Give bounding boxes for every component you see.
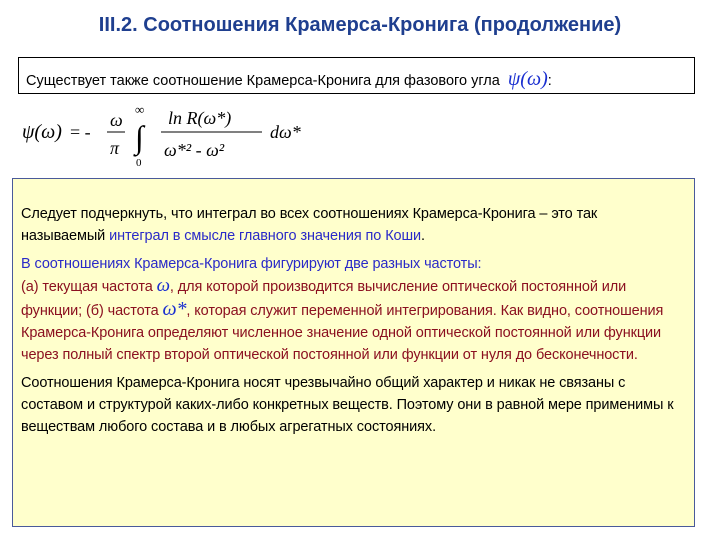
- slide-title: III.2. Соотношения Крамерса-Кронига (продолжение): [98, 14, 622, 36]
- formula-upper-limit: ∞: [135, 102, 145, 117]
- phase-angle-symbol: ψ(ω): [507, 68, 548, 90]
- formula-lower-limit: 0: [136, 157, 142, 169]
- cauchy-term: интеграл в смысле главного значения по Коши: [109, 228, 422, 244]
- omega-symbol: ω: [156, 275, 170, 296]
- intro-text: Существует также соотношение Крамерса-Кронига для фазового угла: [26, 73, 500, 89]
- formula-integral-sign: ∫: [135, 119, 144, 155]
- kramers-kronig-phase-formula: [18, 96, 338, 176]
- explanation-box: [12, 178, 695, 527]
- formula-denominator: ω*² - ω²: [164, 140, 225, 160]
- paragraph-generality: Соотношения Крамерса-Кронига носят чрезвычайно общий характер и никак не связаны с составом и структурой каких-либо конкретных веществ. Поэтому они в равной мере применимы к веществам любого состава и в любых агрегатных состояниях.: [21, 375, 674, 435]
- formula-numerator: ln R(ω*): [168, 108, 232, 128]
- omega-star-symbol: ω*: [162, 298, 187, 320]
- paragraph-two-frequencies: В соотношениях Крамерса-Кронига фигурируют две разных частоты:: [21, 256, 482, 272]
- formula-frac-num: ω: [110, 110, 123, 130]
- intro-box: [18, 57, 695, 94]
- paragraph-cauchy: Следует подчеркнуть, что интеграл во всех соотношениях Крамерса-Кронига – это так называемый интеграл в смысле главного значения по Коши.: [21, 206, 598, 244]
- formula-lhs: ψ(ω): [22, 121, 62, 143]
- intro-colon: :: [547, 73, 552, 89]
- formula-equals-minus: = -: [70, 122, 91, 142]
- formula-frac-den: π: [110, 138, 120, 158]
- formula-differential: dω*: [270, 122, 301, 142]
- paragraph-frequency-definitions: (а) текущая частота ω, для которой производится вычисление оптической постоянной или функции; (б) частота ω*, которая служит переменной интегрирования. Как видно, соотношения Крамерса-Кронига определяют численное значение одной оптической постоянной или функции через полный спектр второй оптической постоянной или функции от нуля до бесконечности.: [21, 275, 664, 363]
